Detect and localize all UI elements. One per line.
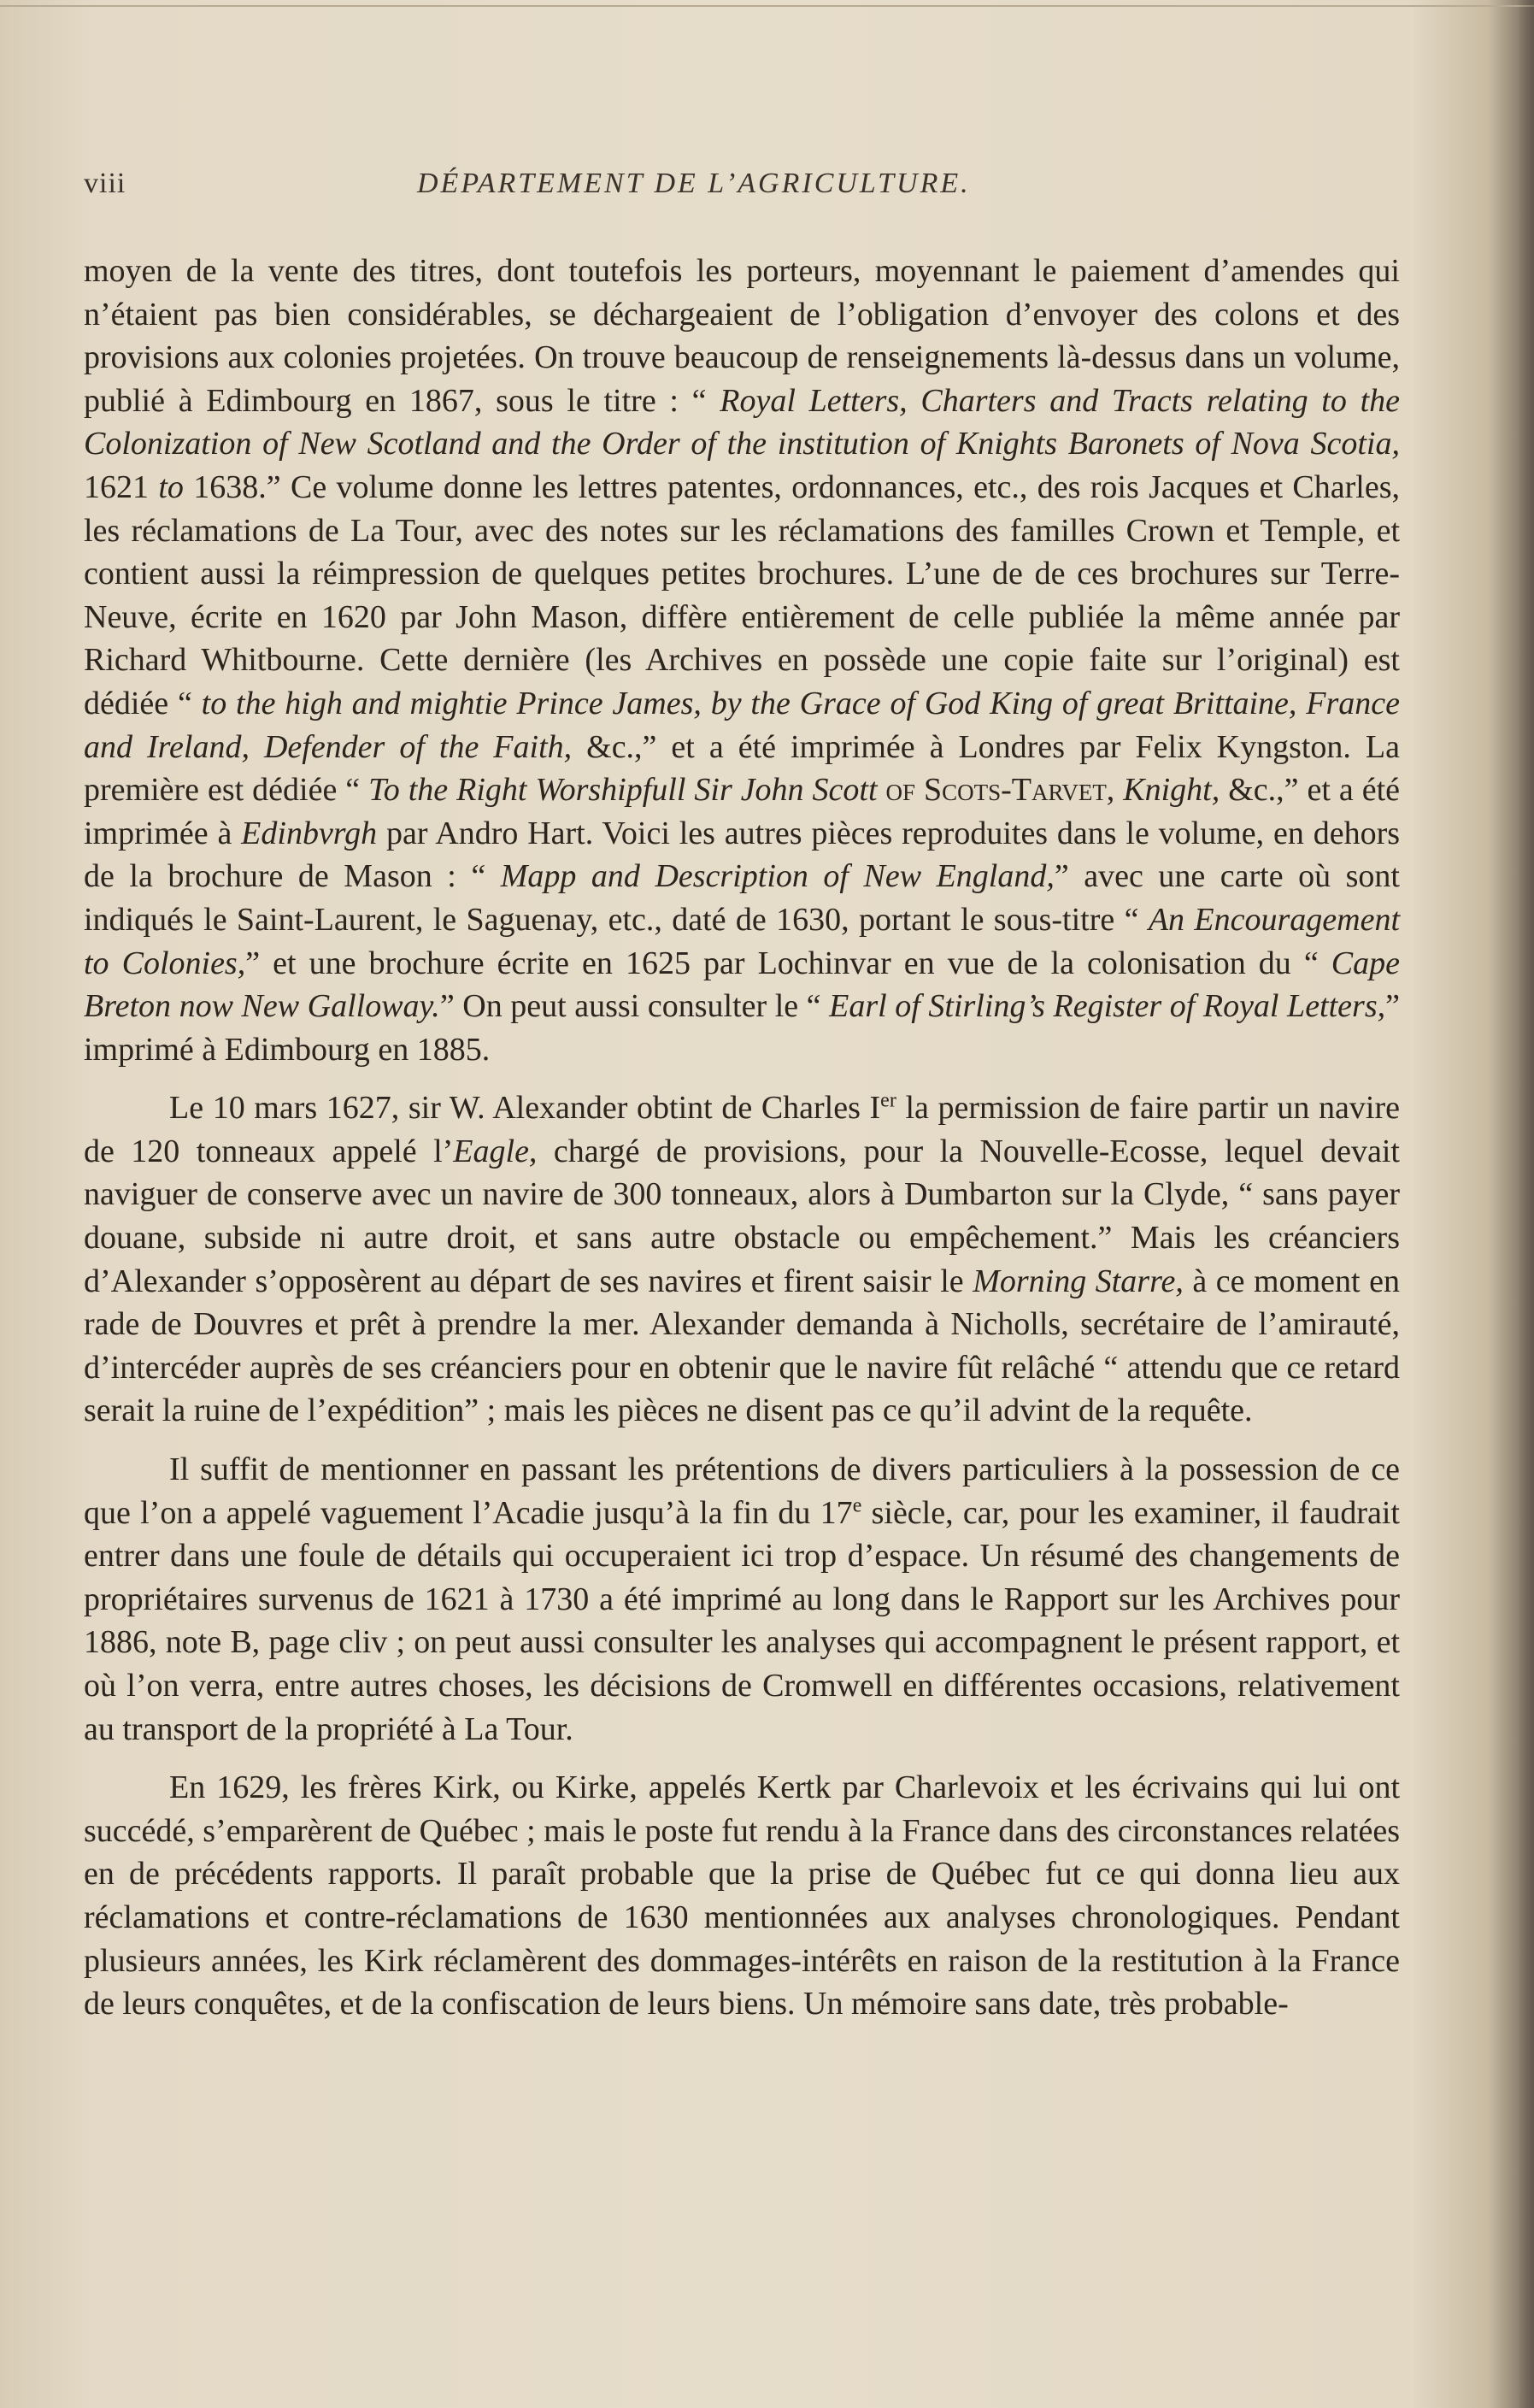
running-head <box>84 168 1400 205</box>
text-run: par Andro Hart. Voici les autres pièces reproduites dans le volume, en dehors de la brochure de Mason : “ <box>84 815 1401 895</box>
text-run: chargé de provisions, pour la Nouvelle-Ecosse, lequel devait naviguer de conserve avec un navire de 300 tonneaux, alors à Dumbarton sur la Clyde, “ sans payer douane, subside ni autre droit, et sans autre obstacle ou empêchement.” Mais les créanciers d’Alexander s’opposèrent au départ de ses navires et firent saisir le <box>84 1133 1400 1299</box>
italic-text: Eagle, <box>453 1133 538 1169</box>
italic-text: Earl of Stirling’s Register of Royal Letters, <box>829 988 1386 1025</box>
italic-text: Knight, <box>1123 772 1220 809</box>
running-title: DÉPARTEMENT DE L’AGRICULTURE. <box>417 168 971 199</box>
text-run: à ce moment en rade de Douvres et prêt à prendre la mer. Alexander demanda à Nicholls, secrétaire de l’amirauté, d’intercéder auprès de ses créanciers pour en obtenir que le navire fût relâché “ attendu que ce retard serait la ruine de l’expédition” ; mais les pièces ne disent pas ce qu’il advint de la requête. <box>84 1263 1400 1429</box>
italic-text: to the high and mightie Prince James, by the Grace of God King of great Brittaine, France and Ireland, Defender of the Faith, <box>84 685 1400 765</box>
top-edge-rule <box>0 5 1534 7</box>
text-run: Le 10 mars 1627, sir W. Alexander obtint de Charles I <box>169 1090 881 1127</box>
text-run: 1638.” Ce volume donne les lettres patentes, ordonnances, etc., des rois Jacques et Charles, les réclamations de La Tour, avec des notes sur les réclamations des familles Crown et Temple, et contient aussi la réimpression de quelques petites brochures. L’une de de ces brochures sur Terre-Neuve, écrite en 1620 par John Mason, diffère entièrement de celle publiée la même année par Richard Whitbourne. Cette dernière (les Archives en possède une copie faite sur l’original) est dédiée “ <box>84 468 1401 721</box>
small-caps-text: of Scots-Tarvet, <box>877 772 1115 809</box>
text-run <box>1114 772 1123 808</box>
paragraph <box>84 250 1400 1071</box>
text-run: ” et une brochure écrite en 1625 par Lochinvar en vue de la colonisation du “ <box>245 945 1331 981</box>
italic-text: Royal Letters, Charters and Tracts relating to the Colonization of New Scotland and the Order of the institution of Knights Baronets of Nova Scotia, <box>84 382 1400 462</box>
paragraph <box>84 1086 1400 1433</box>
text-run: ” imprimé à Edimbourg en 1885. <box>84 988 1400 1068</box>
text-run: ” On peut aussi consulter le “ <box>439 988 830 1025</box>
page-number: viii <box>84 168 126 199</box>
text-run: moyen de la vente des titres, dont toutefois les porteurs, moyennant le paiement d’amendes qui n’étaient pas bien considérables, se déchargeaient de l’obligation d’envoyer des colons et des provisions aux colonies projetées. On trouve beaucoup de renseignements là-dessus dans un volume, publié à Edimbourg en 1867, sous le titre : “ <box>84 253 1400 419</box>
italic-text: An Encouragement to Colonies, <box>84 901 1401 981</box>
text-run: En 1629, les frères Kirk, ou Kirke, appelés Kertk par Charlevoix et les écrivains qui lui ont succédé, s’emparèrent de Québec ; mais le poste fut rendu à la France dans des circonstances relatées en de précédents rapports. Il paraît probable que la prise de Québec fut ce qui donna lieu aux réclamations et contre-réclamations de 1630 mentionnées aux analyses chronologiques. Pendant plusieurs années, les Kirk réclamèrent des dommages-intérêts en raison de la restitution à la France de leurs conquêtes, et de la confiscation de leurs biens. Un mémoire sans date, très probable- <box>84 1769 1400 2022</box>
paragraph <box>84 1448 1400 1751</box>
binding-shadow <box>1517 0 1534 2408</box>
italic-text: to <box>158 468 184 505</box>
superscript-text: er <box>880 1089 896 1112</box>
italic-text: Cape Breton now New Galloway. <box>84 945 1400 1025</box>
body-text <box>84 250 1400 2041</box>
superscript-text: e <box>852 1493 862 1516</box>
italic-text: Mapp and Description of New England, <box>500 858 1055 895</box>
paragraph <box>84 1766 1400 2026</box>
text-run: la permission de faire partir un navire de 120 tonneaux appelé l’ <box>84 1090 1400 1169</box>
text-run: ” avec une carte où sont indiqués le Saint-Laurent, le Saguenay, etc., daté de 1630, portant le sous-titre “ <box>84 858 1400 938</box>
text-run: Il suffit de mentionner en passant les prétentions de divers particuliers à la possession de ce que l’on a appelé vaguement l’Acadie jusqu’à la fin du 17 <box>84 1451 1400 1531</box>
italic-text: Morning Starre, <box>973 1263 1184 1299</box>
italic-text: To the Right Worshipfull Sir John Scott <box>368 772 878 809</box>
text-run: siècle, car, pour les examiner, il faudrait entrer dans une foule de détails qui occuperaient ici trop d’espace. Un résumé des changements de propriétaires survenus de 1621 à 1730 a été imprimé au long dans le Rapport sur les Archives pour 1886, note B, page cliv ; on peut aussi consulter les analyses qui accompagnent le présent rapport, et où l’on verra, entre autres choses, les décisions de Cromwell en différentes occasions, relativement au transport de la propriété à La Tour. <box>84 1494 1400 1747</box>
text-run: 1621 <box>84 468 159 505</box>
italic-text: Edinbvrgh <box>241 815 378 851</box>
text-run: &c.,” et a été imprimée à Londres par Felix Kyngston. La première est dédiée “ <box>84 728 1400 809</box>
text-run: &c.,” et a été imprimée à <box>84 772 1400 851</box>
